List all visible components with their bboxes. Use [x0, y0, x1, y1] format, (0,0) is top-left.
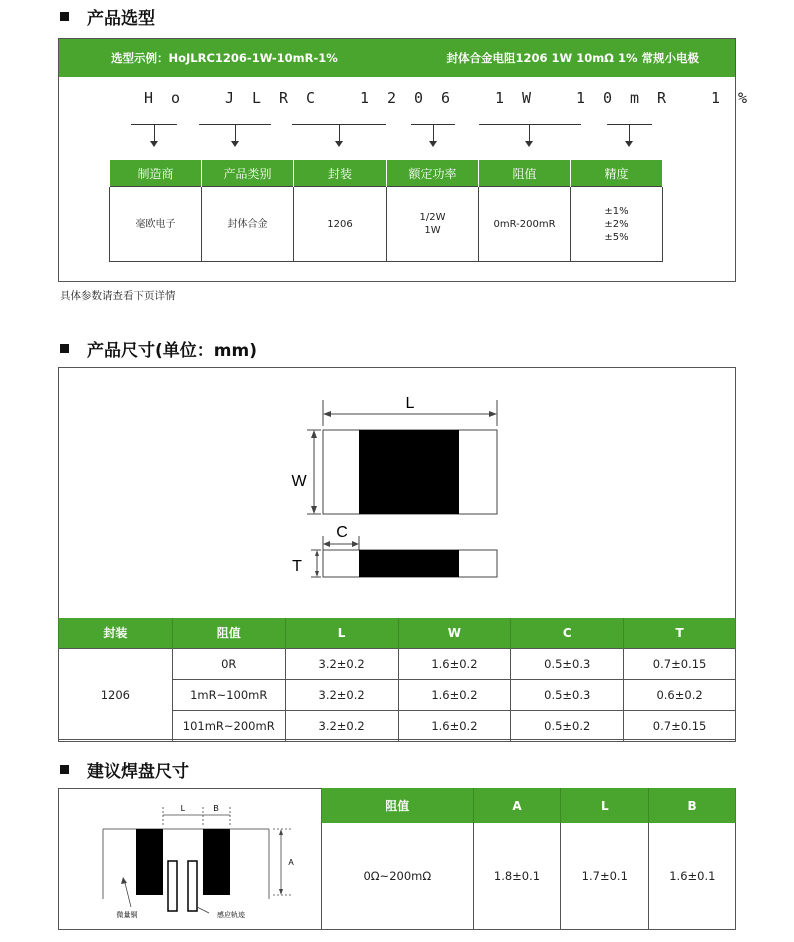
- header-category: 产品类别: [202, 160, 294, 187]
- model-char: [324, 89, 351, 107]
- model-char: [189, 89, 216, 107]
- pad-label-A: A: [288, 858, 294, 867]
- section-title-pad: 建议焊盘尺寸: [60, 757, 189, 782]
- dimensions-table: [58, 618, 736, 742]
- arrow-down-icon: [235, 124, 236, 142]
- model-char: 1: [710, 89, 721, 107]
- pad-label-trace: 感应轨迹: [217, 911, 245, 919]
- value-resistance: 0mR-200mR: [479, 187, 571, 262]
- cell: 0.5±0.3: [511, 648, 624, 679]
- model-char: 2: [386, 89, 397, 107]
- dimensions-panel: [58, 367, 736, 740]
- model-char: [540, 89, 567, 107]
- model-char: 1: [494, 89, 505, 107]
- arrow-down-icon: [433, 124, 434, 142]
- cell: 0.6±0.2: [624, 679, 736, 710]
- cell: 0.7±0.15: [624, 710, 736, 741]
- resistor-side-element: [359, 550, 459, 577]
- header-C: C: [511, 618, 624, 648]
- header-resistance: 阻值: [479, 160, 571, 187]
- cell: 0.5±0.3: [511, 679, 624, 710]
- cell-B: 1.6±0.1: [649, 823, 736, 929]
- example-bar: [59, 39, 735, 77]
- cell: 0.5±0.2: [511, 710, 624, 741]
- header-A: A: [473, 788, 561, 823]
- pad-label-L: L: [180, 804, 186, 813]
- arrow-down-icon: [529, 124, 530, 142]
- value-power: 1/2W 1W: [387, 187, 479, 262]
- example-label: 选型示例：HoJLRC1206-1W-10mR-1%: [111, 51, 338, 65]
- cell: 1mR~100mR: [172, 679, 285, 710]
- cell: 101mR~200mR: [172, 710, 285, 741]
- pad-label-B: B: [213, 804, 219, 813]
- label-T: T: [292, 558, 302, 575]
- pad-table: [321, 788, 736, 929]
- model-char: 1: [359, 89, 370, 107]
- model-char: L: [251, 89, 262, 107]
- pad-diagram: [59, 789, 322, 929]
- dimension-diagram: [59, 368, 737, 618]
- pad-label-copper: 微量铜: [116, 911, 138, 919]
- value-tolerance: ±1% ±2% ±5%: [571, 187, 663, 262]
- header-package: 封装: [294, 160, 387, 187]
- header-tolerance: 精度: [571, 160, 663, 187]
- cell: 1.6±0.2: [398, 710, 511, 741]
- example-description: 封体合金电阻1206 1W 10mΩ 1% 常规小电极: [446, 51, 699, 65]
- arrow-down-icon: [339, 124, 340, 142]
- pad-panel: [58, 788, 736, 930]
- model-char: %: [737, 89, 748, 107]
- cell: 3.2±0.2: [285, 710, 398, 741]
- header-W: W: [398, 618, 511, 648]
- section-title-selection: 产品选型: [60, 4, 155, 29]
- model-char: 6: [440, 89, 451, 107]
- model-char: 0: [413, 89, 424, 107]
- table-row: [322, 823, 736, 929]
- header-manufacturer: 制造商: [110, 160, 202, 187]
- pad-right: [203, 829, 230, 895]
- cell: 1.6±0.2: [398, 679, 511, 710]
- model-char: [675, 89, 702, 107]
- label-C: C: [336, 524, 348, 541]
- cell: 0.7±0.15: [624, 648, 736, 679]
- model-char: J: [224, 89, 235, 107]
- bullet-square-icon: [60, 344, 69, 353]
- cell: 1.6±0.2: [398, 648, 511, 679]
- header-B: B: [649, 788, 736, 823]
- cell: 0R: [172, 648, 285, 679]
- table-row: [59, 648, 736, 679]
- label-W: W: [291, 473, 307, 490]
- section-title-dimensions: 产品尺寸(单位：mm): [60, 336, 257, 361]
- value-manufacturer: 毫欧电子: [110, 187, 202, 262]
- resistor-top-element: [359, 430, 459, 514]
- pad-left: [136, 829, 163, 895]
- header-power: 额定功率: [387, 160, 479, 187]
- cell-L: 1.7±0.1: [561, 823, 649, 929]
- model-char: H: [143, 89, 154, 107]
- arrow-down-icon: [154, 124, 155, 142]
- model-char: R: [656, 89, 667, 107]
- model-char: o: [170, 89, 181, 107]
- cell-A: 1.8±0.1: [473, 823, 561, 929]
- value-category: 封体合金: [202, 187, 294, 262]
- header-resistance: 阻值: [322, 788, 474, 823]
- header-T: T: [624, 618, 736, 648]
- label-L: L: [405, 395, 415, 412]
- bracket-resistance: [479, 124, 581, 125]
- arrow-down-icon: [629, 124, 630, 142]
- model-char: 1: [575, 89, 586, 107]
- cell-resistance: 0Ω~200mΩ: [322, 823, 474, 929]
- selection-panel: [58, 38, 748, 282]
- model-char: m: [629, 89, 640, 107]
- selection-table: [109, 159, 663, 262]
- model-char: 0: [602, 89, 613, 107]
- model-char: R: [278, 89, 289, 107]
- detail-note: 具体参数请查看下页详情: [60, 290, 176, 302]
- cell-package: 1206: [59, 648, 173, 741]
- model-char: W: [521, 89, 532, 107]
- cell: 3.2±0.2: [285, 679, 398, 710]
- header-resistance: 阻值: [172, 618, 285, 648]
- model-char: [459, 89, 486, 107]
- bullet-square-icon: [60, 12, 69, 21]
- header-L: L: [285, 618, 398, 648]
- cell: 3.2±0.2: [285, 648, 398, 679]
- value-package: 1206: [294, 187, 387, 262]
- header-package: 封装: [59, 618, 173, 648]
- bullet-square-icon: [60, 765, 69, 774]
- model-char: C: [305, 89, 316, 107]
- model-code: [135, 89, 756, 107]
- header-L: L: [561, 788, 649, 823]
